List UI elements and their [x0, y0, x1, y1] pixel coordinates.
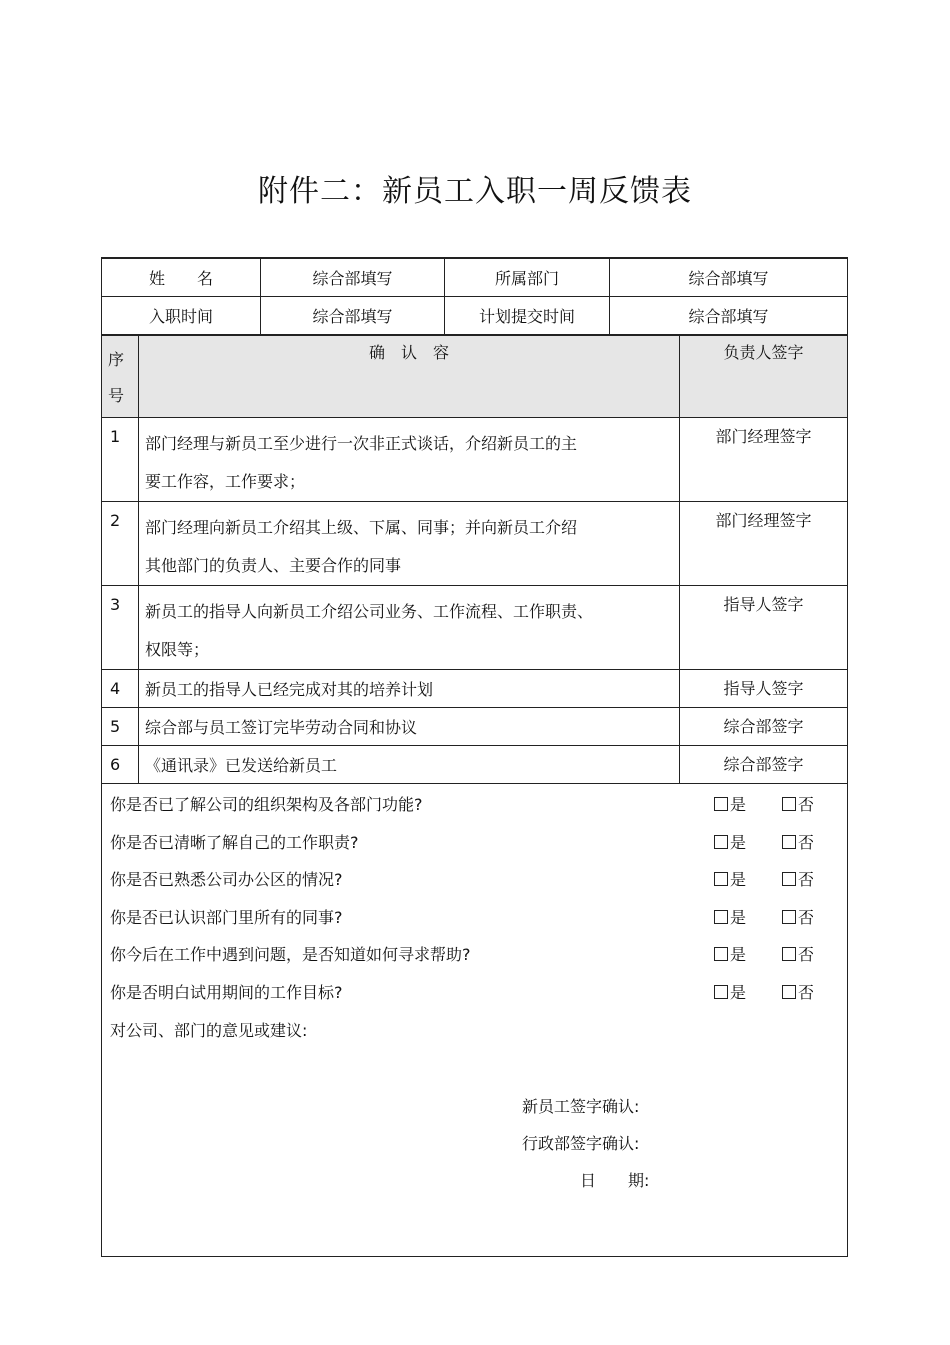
- page-title: 附件二：新员工入职一周反馈表: [258, 174, 692, 209]
- question-row: [102, 897, 848, 935]
- no-option[interactable]: [782, 942, 814, 965]
- yes-option[interactable]: [714, 980, 746, 1003]
- submit-time-label: 计划提交时间: [445, 297, 610, 336]
- item-number: 3: [102, 586, 139, 670]
- seq-header: [102, 335, 139, 418]
- yes-option[interactable]: [714, 905, 746, 928]
- checkbox-icon[interactable]: [714, 985, 728, 999]
- no-label: 否: [798, 982, 815, 1002]
- item-content: 综合部与员工签订完毕劳动合同和协议: [139, 708, 680, 746]
- item-number: 4: [102, 670, 139, 708]
- table-row: [102, 746, 848, 784]
- entry-date-label: 入职时间: [102, 297, 261, 336]
- item-signer[interactable]: 指导人签字: [680, 670, 848, 708]
- item-signer[interactable]: 综合部签字: [680, 746, 848, 784]
- item-number: 5: [102, 708, 139, 746]
- questions-section: [102, 784, 848, 1257]
- department-label: 所属部门: [445, 258, 610, 297]
- header-row-date: [102, 297, 848, 336]
- table-row: [102, 586, 848, 670]
- question-text: 你今后在工作中遇到问题，是否知道如何寻求帮助?: [110, 945, 471, 964]
- item-number: 1: [102, 418, 139, 502]
- yes-option[interactable]: [714, 830, 746, 853]
- content-header: 确 认 容: [139, 335, 680, 418]
- item-content: [139, 418, 680, 502]
- yes-option[interactable]: [714, 867, 746, 890]
- checkbox-icon[interactable]: [782, 910, 796, 924]
- yes-label: 是: [730, 795, 747, 814]
- checkbox-icon[interactable]: [714, 910, 728, 924]
- question-row: [102, 972, 848, 1010]
- no-option[interactable]: [782, 980, 814, 1003]
- item-content: 《通讯录》已发送给新员工: [139, 746, 680, 784]
- header-row-name: [102, 258, 848, 297]
- item-signer[interactable]: 部门经理签字: [680, 418, 848, 502]
- item-line: 权限等；: [145, 640, 210, 659]
- seq-header-line2: 号: [108, 386, 125, 405]
- question-text: 你是否明白试用期间的工作目标?: [110, 982, 343, 1002]
- table-row: [102, 418, 848, 502]
- entry-date-value[interactable]: 综合部填写: [261, 297, 445, 336]
- table-row: [102, 708, 848, 746]
- checkbox-icon[interactable]: [782, 872, 796, 886]
- seq-header-line1: 序: [108, 350, 125, 369]
- no-option[interactable]: [782, 792, 814, 815]
- item-line: 要工作容，工作要求；: [145, 472, 306, 491]
- question-row: [102, 859, 848, 897]
- item-content: 新员工的指导人已经完成对其的培养计划: [139, 670, 680, 708]
- no-label: 否: [798, 945, 815, 964]
- yes-label: 是: [730, 907, 747, 927]
- checkbox-icon[interactable]: [782, 835, 796, 849]
- checkbox-icon[interactable]: [714, 797, 728, 811]
- checkbox-icon[interactable]: [714, 835, 728, 849]
- no-option[interactable]: [782, 905, 814, 928]
- items-header-row: [102, 335, 848, 418]
- yes-label: 是: [730, 945, 747, 964]
- question-text: 你是否已清晰了解自己的工作职责?: [110, 832, 359, 852]
- no-label: 否: [798, 907, 815, 927]
- form-table: [101, 257, 848, 1257]
- item-number: 2: [102, 502, 139, 586]
- name-value[interactable]: 综合部填写: [261, 258, 445, 297]
- checkbox-icon[interactable]: [714, 947, 728, 961]
- yes-label: 是: [730, 870, 747, 889]
- question-text: 你是否已认识部门里所有的同事?: [110, 907, 343, 927]
- item-signer[interactable]: 指导人签字: [680, 586, 848, 670]
- question-list: [102, 784, 848, 1009]
- question-text: 你是否已了解公司的组织架构及各部门功能?: [110, 795, 423, 814]
- suggestion-label: 对公司、部门的意见或建议:: [110, 1021, 308, 1040]
- item-line: 其他部门的负责人、主要合作的同事: [145, 556, 402, 575]
- question-row: [102, 934, 848, 972]
- item-content: [139, 586, 680, 670]
- item-signer[interactable]: 部门经理签字: [680, 502, 848, 586]
- item-line: 新员工的指导人向新员工介绍公司业务、工作流程、工作职责、: [145, 602, 594, 621]
- submit-time-value[interactable]: 综合部填写: [610, 297, 848, 336]
- questions-cell: [102, 784, 848, 1257]
- item-line: 部门经理向新员工介绍其上级、下属、同事；并向新员工介绍: [145, 518, 578, 537]
- table-row: [102, 670, 848, 708]
- question-text: 你是否已熟悉公司办公区的情况?: [110, 870, 343, 889]
- question-row: [102, 784, 848, 822]
- item-number: 6: [102, 746, 139, 784]
- item-signer[interactable]: 综合部签字: [680, 708, 848, 746]
- no-label: 否: [798, 870, 815, 889]
- checkbox-icon[interactable]: [782, 985, 796, 999]
- table-row: [102, 502, 848, 586]
- name-label: 姓 名: [102, 258, 261, 297]
- question-row: [102, 822, 848, 860]
- no-option[interactable]: [782, 867, 814, 890]
- employee-signature-label: 新员工签字确认:: [522, 1097, 640, 1116]
- no-label: 否: [798, 832, 815, 852]
- feedback-form: [101, 257, 847, 1257]
- no-label: 否: [798, 795, 815, 814]
- yes-option[interactable]: [714, 792, 746, 815]
- yes-label: 是: [730, 982, 747, 1002]
- signer-header: 负责人签字: [680, 335, 848, 418]
- item-content: [139, 502, 680, 586]
- date-label: 日 期:: [580, 1171, 650, 1190]
- department-value[interactable]: 综合部填写: [610, 258, 848, 297]
- admin-signature-label: 行政部签字确认:: [522, 1134, 640, 1153]
- checkbox-icon[interactable]: [782, 947, 796, 961]
- item-line: 部门经理与新员工至少进行一次非正式谈话，介绍新员工的主: [145, 434, 578, 453]
- yes-option[interactable]: [714, 942, 746, 965]
- checkbox-icon[interactable]: [782, 797, 796, 811]
- yes-label: 是: [730, 832, 747, 852]
- no-option[interactable]: [782, 830, 814, 853]
- checkbox-icon[interactable]: [714, 872, 728, 886]
